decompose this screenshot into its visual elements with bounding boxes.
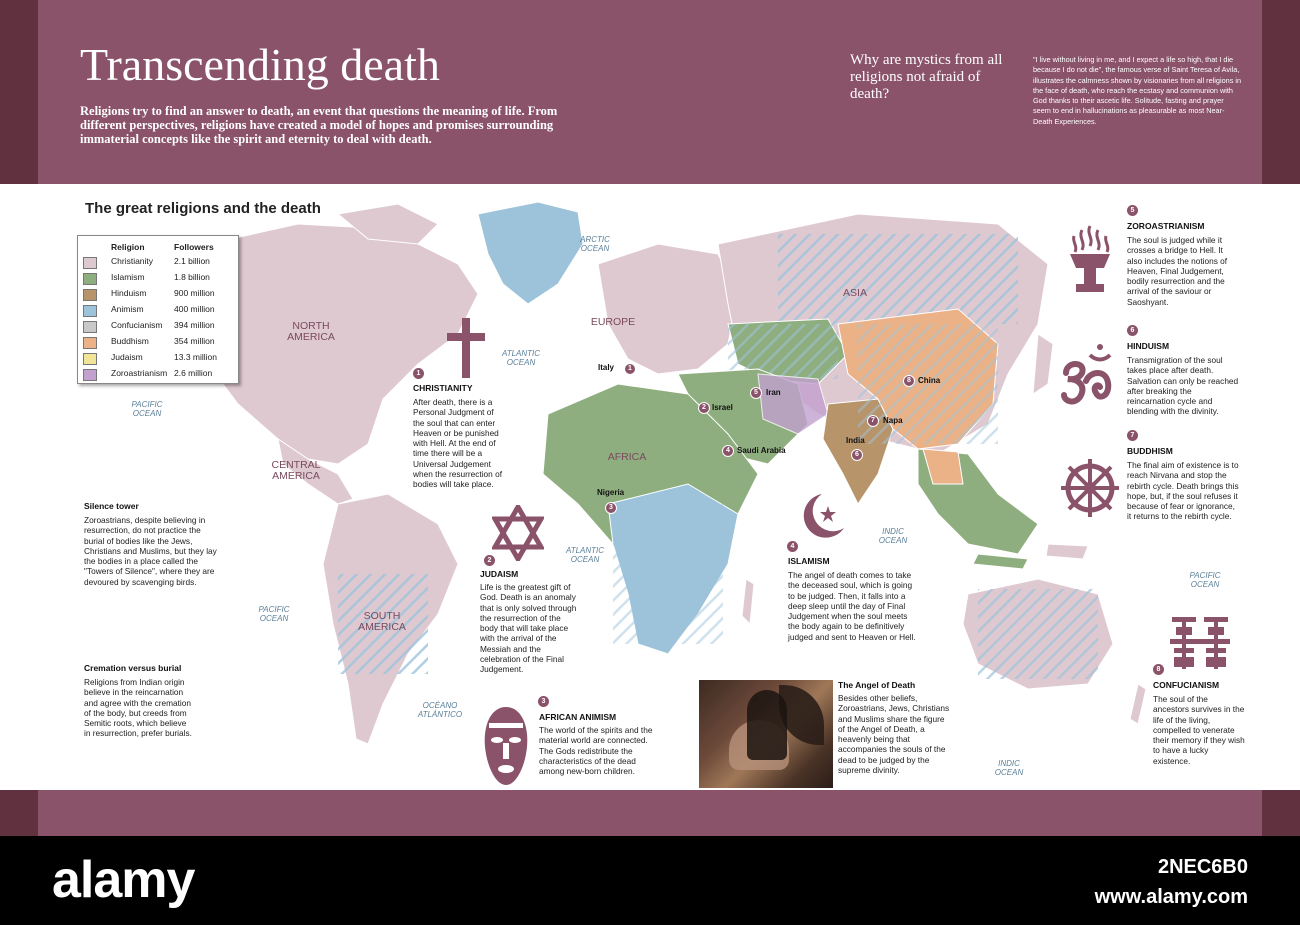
place-label-china: China	[918, 376, 941, 385]
legend-followers: 900 million	[174, 288, 215, 298]
zoroastrianism-text: The soul is judged while it crosses a bridge to Hell. It also includes the notions of Heaven, Final Judgement, bodily resurrection and the arrival of the saviour or Saoshyant.	[1127, 235, 1228, 307]
fire-altar-icon	[1066, 224, 1114, 296]
ocean-label-pacific-east: PACIFIC OCEAN	[1189, 571, 1221, 589]
legend-religion: Islamism	[111, 272, 145, 282]
continent-label-central-america: CENTRAL AMERICA	[271, 459, 321, 482]
place-marker-china[interactable]: 8	[903, 375, 915, 387]
stock-url: www.alamy.com	[1094, 886, 1248, 908]
legend-religion: Buddhism	[111, 336, 149, 346]
continent-label-asia: ASIA	[843, 287, 867, 299]
place-label-israel: Israel	[712, 403, 733, 412]
ocean-label-indic-1: INDIC OCEAN	[878, 527, 908, 545]
cremation-title: Cremation versus burial	[84, 663, 182, 673]
islamism-text: The angel of death comes to take the deceased soul, which is going to be judged. Then, it falls into a deep sleep until the day of Final Judgement when the soul meets the body again to be definitively judged and sent to Heaven or Hell.	[788, 570, 916, 642]
header-side-right	[1262, 0, 1300, 184]
map-section-title: The great religions and the death	[85, 200, 321, 217]
painting-angel	[747, 690, 787, 760]
continent-label-africa: AFRICA	[607, 451, 647, 463]
footer-side-right	[1262, 790, 1300, 836]
continent-label-south-america: SOUTH AMERICA	[358, 610, 406, 633]
legend-row-animism	[83, 303, 233, 317]
place-marker-napa[interactable]: 7	[867, 415, 879, 427]
legend-row-judaism	[83, 351, 233, 365]
islamism-number: 4	[787, 541, 798, 552]
legend-followers: 13.3 million	[174, 352, 217, 362]
place-marker-nigeria[interactable]: 3	[605, 502, 617, 514]
legend-row-hinduism	[83, 287, 233, 301]
christianity-number: 1	[413, 368, 424, 379]
mystics-question: Why are mystics from all religions not afraid of death?	[850, 52, 1003, 102]
ocean-label-atlantic-north: ATLANTIC OCEAN	[501, 349, 541, 367]
place-marker-india[interactable]: 6	[851, 449, 863, 461]
place-label-napa: Napa	[883, 416, 903, 425]
teresa-quote: "I live without living in me, and I expect a life so high, that I die because I do not die", the famous verse of Saint Teresa of Avila, illustrates the calmness shown by visionaries from all religions in the face of death, who reach the ecstasy and communion with God thanks to their ascetic life. Solitude, fasting and prayer seem to end in hallucinations as pleasurable as most Near-Death Experiences.	[1033, 55, 1242, 126]
place-label-saudi-arabia: Saudi Arabia	[737, 446, 786, 455]
continent-label-north-america: NORTH AMERICA	[287, 320, 335, 343]
legend-row-buddhism	[83, 335, 233, 349]
legend-followers: 2.1 billion	[174, 256, 210, 266]
page-title: Transcending death	[80, 39, 440, 90]
dharma-wheel-icon	[1059, 457, 1121, 519]
place-marker-israel[interactable]: 2	[698, 402, 710, 414]
zoroastrianism-title: ZOROASTRIANISM	[1127, 221, 1205, 231]
legend-swatch	[83, 305, 97, 317]
place-marker-italy[interactable]: 1	[624, 363, 636, 375]
legend-religion: Judaism	[111, 352, 143, 362]
legend-followers: 400 million	[174, 304, 215, 314]
star-of-david-icon	[492, 505, 544, 561]
legend-swatch	[83, 273, 97, 285]
animism-number: 3	[538, 696, 549, 707]
islamism-title: ISLAMISM	[788, 556, 830, 566]
legend-row-confucianism	[83, 319, 233, 333]
header-side-left	[0, 0, 38, 184]
footer-band	[0, 790, 1300, 836]
legend-religion: Hinduism	[111, 288, 147, 298]
legend-religion: Christianity	[111, 256, 154, 266]
hinduism-number: 6	[1127, 325, 1138, 336]
footer-side-left	[0, 790, 38, 836]
legend-row-christianity	[83, 255, 233, 269]
african-mask-icon	[481, 705, 531, 787]
legend-row-islamism	[83, 271, 233, 285]
cross-icon	[447, 318, 485, 378]
judaism-number: 2	[484, 555, 495, 566]
double-happiness-icon	[1170, 615, 1230, 669]
buddhism-number: 7	[1127, 430, 1138, 441]
zoroastrianism-number: 5	[1127, 205, 1138, 216]
ocean-label-oceano-atlantico: OCÉANO ATLÁNTICO	[417, 701, 463, 719]
place-label-india: India	[846, 436, 865, 445]
legend-swatch	[83, 257, 97, 269]
christianity-title: CHRISTIANITY	[413, 383, 473, 393]
place-label-iran: Iran	[766, 388, 781, 397]
ocean-label-indic-2: INDIC OCEAN	[994, 759, 1024, 777]
judaism-text: Life is the greatest gift of God. Death is an anomaly that is only solved through the resurrection of the body that will take place with the arrival of the Messiah and the celebration of the Final Judgement.	[480, 582, 577, 675]
legend-swatch	[83, 321, 97, 333]
place-label-italy: Italy	[598, 363, 615, 372]
crescent-star-icon	[798, 492, 848, 540]
religion-legend	[77, 235, 239, 384]
cremation-text: Religions from Indian origin believe in the reincarnation and agree with the cremation of the body, but creeds from Semitic roots, which believe in resurrection, prefer burials.	[84, 677, 192, 739]
legend-religion: Animism	[111, 304, 144, 314]
confucianism-text: The soul of the ancestors survives in the life of the living, compelled to venerate their memory if they wish to have a lucky existence.	[1153, 694, 1245, 766]
silence-tower-text: Zoroastrians, despite believing in resurrection, do not practice the burial of bodies like the Jews, Christians and Muslims, but they lay the bodies in a place called the "Towers of Silence", where they are devoured by scavenging birds.	[84, 515, 217, 587]
place-marker-saudi-arabia[interactable]: 4	[722, 445, 734, 457]
ocean-label-atlantic-south: ATLANTIC OCEAN	[565, 546, 605, 564]
place-label-nigeria: Nigeria	[597, 488, 625, 497]
place-marker-iran[interactable]: 5	[750, 387, 762, 399]
stock-image-id: 2NEC6B0	[1157, 856, 1248, 878]
silence-tower-title: Silence tower	[84, 501, 139, 511]
legend-header-religion: Religion	[111, 242, 145, 252]
christianity-text: After death, there is a Personal Judgment of the soul that can enter Heaven or be punished with Hell. At the end of time there will be a Universal Judgement when the resurrection of bodies will take place.	[413, 397, 503, 490]
angel-text: Besides other beliefs, Zoroastrians, Jews, Christians and Muslims share the figure of the Angel of Death, a heavenly being that accompanies the souls of the dead to be judged by the supreme divinity.	[838, 693, 950, 776]
ocean-label-pacific-nw: PACIFIC OCEAN	[131, 400, 163, 418]
ocean-label-arctic: ARCTIC OCEAN	[580, 235, 610, 253]
buddhism-title: BUDDHISM	[1127, 446, 1173, 456]
angel-title: The Angel of Death	[838, 680, 916, 690]
legend-swatch	[83, 337, 97, 349]
continent-label-europe: EUROPE	[590, 316, 636, 328]
legend-header-followers: Followers	[174, 242, 214, 252]
legend-row-zoroastrianism	[83, 367, 233, 381]
angel-of-death-painting	[699, 680, 833, 788]
confucianism-title: CONFUCIANISM	[1153, 680, 1220, 690]
legend-religion: Confucianism	[111, 320, 163, 330]
confucianism-number: 8	[1153, 664, 1164, 675]
hinduism-title: HINDUISM	[1127, 341, 1170, 351]
animism-title: AFRICAN ANIMISM	[539, 712, 617, 722]
animism-text: The world of the spirits and the material world are connected. The Gods redistribute the characteristics of the dead among new-born children.	[539, 725, 653, 777]
legend-swatch	[83, 289, 97, 301]
legend-religion: Zoroastrianism	[111, 368, 168, 378]
om-icon	[1060, 343, 1116, 409]
stock-logo: alamy	[52, 851, 195, 909]
buddhism-text: The final aim of existence is to reach Nirvana and stop the rebirth cycle. Death brings this hope, but, if the soul refuses it because of fear or ignorance, it returns to the rebirth cycle.	[1127, 460, 1239, 522]
intro-text: Religions try to find an answer to death, an event that questions the meaning of life. From different perspectives, religions have created a model of hopes and promises surrounding immaterial concepts like the spirit and eternity to deal with death.	[80, 104, 558, 146]
judaism-title: JUDAISM	[480, 569, 519, 579]
legend-followers: 2.6 million	[174, 368, 213, 378]
legend-followers: 1.8 billion	[174, 272, 210, 282]
ocean-label-pacific-sw: PACIFIC OCEAN	[258, 605, 290, 623]
legend-followers: 394 million	[174, 320, 215, 330]
stock-watermark-bar	[0, 836, 1300, 925]
legend-swatch	[83, 369, 97, 381]
hinduism-text: Transmigration of the soul takes place after death. Salvation can only be reached after breaking the reincarnation cycle and blending with the divinity.	[1127, 355, 1239, 417]
legend-swatch	[83, 353, 97, 365]
legend-followers: 354 million	[174, 336, 215, 346]
